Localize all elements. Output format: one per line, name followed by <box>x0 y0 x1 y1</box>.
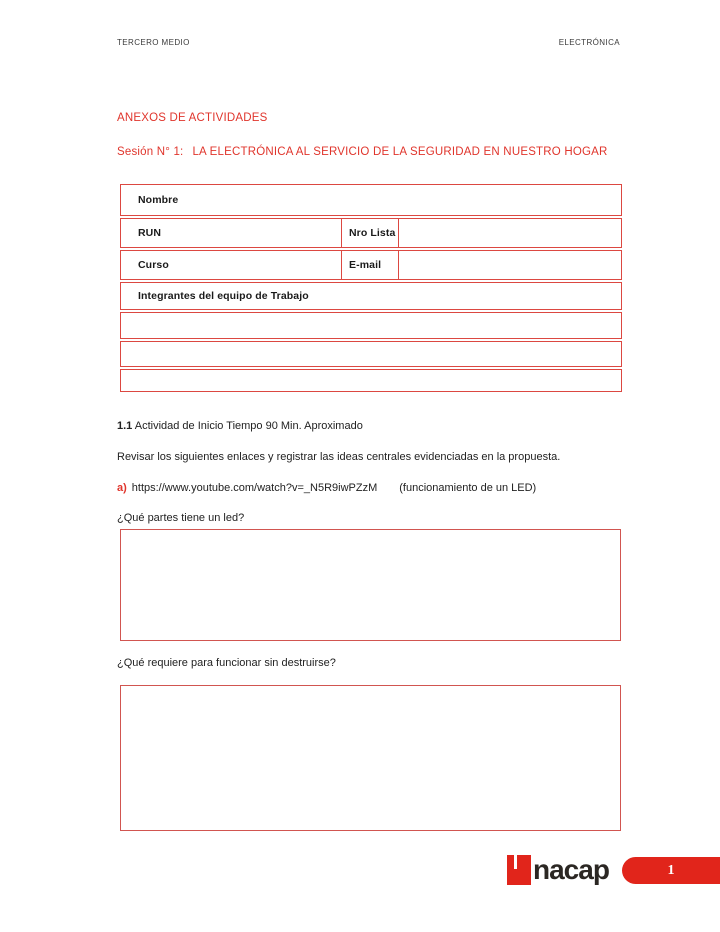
inacap-logo-icon <box>507 855 531 885</box>
session-title: LA ELECTRÓNICA AL SERVICIO DE LA SEGURIDAD EN NUESTRO HOGAR <box>192 146 608 158</box>
page-number: 1 <box>667 862 675 878</box>
table-row-curso <box>120 250 622 280</box>
activity-title: Actividad de Inicio Tiempo 90 Min. Aproximado <box>132 420 363 432</box>
email-label-cell <box>341 251 398 279</box>
inacap-logo <box>507 855 609 885</box>
inacap-logo-text: nacap <box>533 854 609 885</box>
table-empty-row[interactable] <box>120 369 622 392</box>
youtube-link[interactable]: https://www.youtube.com/watch?v=_N5R9iwPZzM <box>131 482 378 494</box>
link-line <box>117 482 536 494</box>
header-subject: ELECTRÓNICA <box>558 38 620 47</box>
session-heading <box>117 146 608 158</box>
email-field[interactable] <box>398 251 621 279</box>
nro-lista-label: Nro Lista <box>349 227 396 239</box>
activity-instruction: Revisar los siguientes enlaces y registrar las ideas centrales evidenciadas en la propuesta. <box>117 451 561 463</box>
table-row-nombre[interactable] <box>120 184 622 216</box>
page-number-badge <box>622 857 720 884</box>
activity-number: 1.1 <box>117 420 133 432</box>
curso-field[interactable] <box>121 251 341 279</box>
page-title: ANEXOS DE ACTIVIDADES <box>117 112 268 124</box>
run-label: RUN <box>138 227 162 239</box>
session-label: Sesión N° 1: <box>117 146 184 158</box>
link-item-label: a) <box>117 482 127 494</box>
nombre-label: Nombre <box>138 194 179 206</box>
student-info-table <box>120 184 622 392</box>
nro-lista-field[interactable] <box>398 219 621 247</box>
table-row-integrantes[interactable] <box>120 282 622 310</box>
table-row-run <box>120 218 622 248</box>
integrantes-label: Integrantes del equipo de Trabajo <box>138 290 309 302</box>
link-note: (funcionamiento de un LED) <box>399 482 537 494</box>
activity-heading <box>117 420 363 432</box>
run-field[interactable] <box>121 219 341 247</box>
answer-box-2[interactable] <box>120 685 621 831</box>
header-course: TERCERO MEDIO <box>117 38 190 47</box>
curso-label: Curso <box>138 259 169 271</box>
logo-slit <box>514 855 517 869</box>
answer-box-1[interactable] <box>120 529 621 641</box>
table-empty-row[interactable] <box>120 341 622 367</box>
question-1: ¿Qué partes tiene un led? <box>117 512 245 524</box>
table-empty-row[interactable] <box>120 312 622 339</box>
question-2: ¿Qué requiere para funcionar sin destruirse? <box>117 657 336 669</box>
nro-lista-label-cell <box>341 219 398 247</box>
email-label: E-mail <box>349 259 382 271</box>
